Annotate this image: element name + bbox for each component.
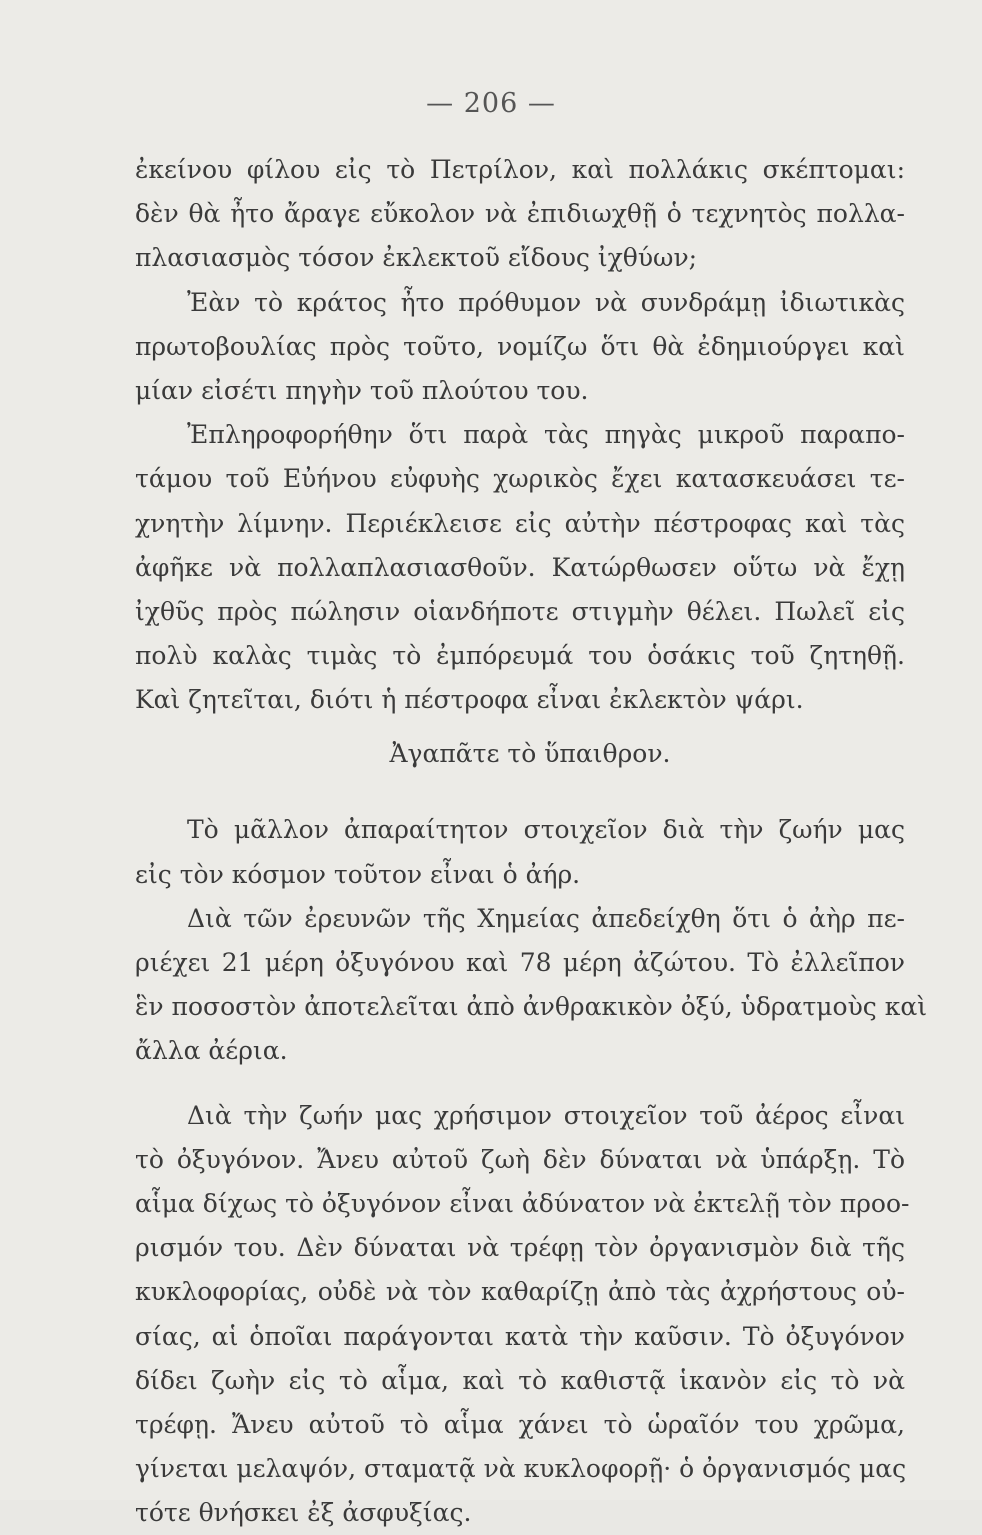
text-line: ἓν ποσοστὸν ἀποτελεῖται ἀπὸ ἀνθρακικὸν ὀξύ, ὑδρατμοὺς καὶ — [135, 992, 928, 1022]
text-line: πρωτοβουλίας πρὸς τοῦτο, νομίζω ὅτι θὰ ἐδημιούργει καὶ — [135, 331, 905, 361]
text-line: γίνεται μελαψόν, σταματᾷ νὰ κυκλοφορῇ· ὁ ὀργανισμός μας — [135, 1454, 907, 1484]
text-line: χνητὴν λίμνην. Περιέκλεισε εἰς αὐτὴν πέστροφας καὶ τὰς — [135, 508, 905, 538]
text-line: Καὶ ζητεῖται, διότι ἡ πέστροφα εἶναι ἐκλεκτὸν ψάρι. — [135, 685, 804, 715]
text-line: ἐκείνου φίλου εἰς τὸ Πετρίλον, καὶ πολλάκις σκέπτομαι: — [135, 155, 905, 184]
paragraph — [135, 148, 905, 281]
paragraph — [135, 808, 905, 896]
section-heading: Ἀγαπᾶτε τὸ ὕπαιθρον. — [389, 739, 671, 769]
text-line: τὸ ὀξυγόνον. Ἄνευ αὐτοῦ ζωὴ δὲν δύναται νὰ ὑπάρξῃ. Τὸ — [135, 1144, 905, 1174]
text-line: Διὰ τὴν ζωήν μας χρήσιμον στοιχεῖον τοῦ ἀέρος εἶναι — [187, 1100, 905, 1130]
text-line: δὲν θὰ ἦτο ἄραγε εὔκολον νὰ ἐπιδιωχθῇ ὁ τεχνητὸς πολλα- — [135, 199, 905, 229]
text-line: εἰς τὸν κόσμον τοῦτον εἶναι ὁ ἀήρ. — [135, 859, 581, 889]
text-line: πολὺ καλὰς τιμὰς τὸ ἐμπόρευμά του ὁσάκις τοῦ ζητηθῇ. — [135, 641, 905, 671]
paragraph — [135, 1094, 910, 1535]
paragraph-gap — [135, 1074, 905, 1094]
text-line: τότε θνήσκει ἐξ ἀσφυξίας. — [135, 1498, 472, 1528]
text-line: μίαν εἰσέτι πηγὴν τοῦ πλούτου του. — [135, 375, 589, 405]
text-line: ἄλλα ἀέρια. — [135, 1036, 288, 1066]
text-line: Διὰ τῶν ἐρευνῶν τῆς Χημείας ἀπεδείχθη ὅτι ὁ ἀὴρ πε- — [187, 903, 905, 933]
text-line: αἷμα δίχως τὸ ὀξυγόνον εἶναι ἀδύνατον νὰ ἐκτελῇ τὸν προο- — [135, 1188, 910, 1218]
text-line: τάμου τοῦ Εὐήνου εὐφυὴς χωρικὸς ἔχει κατασκευάσει τε- — [135, 464, 905, 494]
text-line: κυκλοφορίας, οὐδὲ νὰ τὸν καθαρίζῃ ἀπὸ τὰς ἀχρήστους οὐ- — [135, 1277, 905, 1307]
text-line: σίας, αἱ ὁποῖαι παράγονται κατὰ τὴν καῦσιν. Τὸ ὀξυγόνον — [135, 1321, 905, 1351]
text-line: ριέχει 21 μέρη ὀξυγόνου καὶ 78 μέρη ἀζώτου. Τὸ ἐλλεῖπον — [135, 948, 905, 977]
text-line: δίδει ζωὴν εἰς τὸ αἷμα, καὶ τὸ καθιστᾷ ἱκανὸν εἰς τὸ νὰ — [135, 1365, 905, 1395]
text-line: ἀφῆκε νὰ πολλαπλασιασθοῦν. Κατώρθωσεν οὕτω νὰ ἔχῃ — [135, 552, 905, 582]
text-line: τρέφῃ. Ἄνευ αὐτοῦ τὸ αἷμα χάνει τὸ ὡραῖόν του χρῶμα, — [135, 1409, 905, 1439]
text-line: ἰχθῦς πρὸς πώλησιν οἱανδήποτε στιγμὴν θέλει. Πωλεῖ εἰς — [135, 596, 905, 626]
text-line: ρισμόν του. Δὲν δύναται νὰ τρέφῃ τὸν ὀργανισμὸν διὰ τῆς — [135, 1233, 905, 1263]
paragraph — [135, 281, 905, 414]
paragraph — [135, 413, 905, 722]
text-line: Ἐὰν τὸ κράτος ἦτο πρόθυμον νὰ συνδράμῃ ἰδιωτικὰς — [187, 287, 905, 317]
page-number: — 206 — — [426, 88, 556, 119]
body-text — [135, 148, 928, 1535]
paragraph — [135, 897, 928, 1074]
text-line: Ἐπληροφορήθην ὅτι παρὰ τὰς πηγὰς μικροῦ παραπο- — [187, 420, 905, 450]
text-line: Τὸ μᾶλλον ἀπαραίτητον στοιχεῖον διὰ τὴν ζωήν μας — [187, 815, 905, 845]
text-line: πλασιασμὸς τόσον ἐκλεκτοῦ εἴδους ἰχθύων; — [135, 243, 698, 273]
